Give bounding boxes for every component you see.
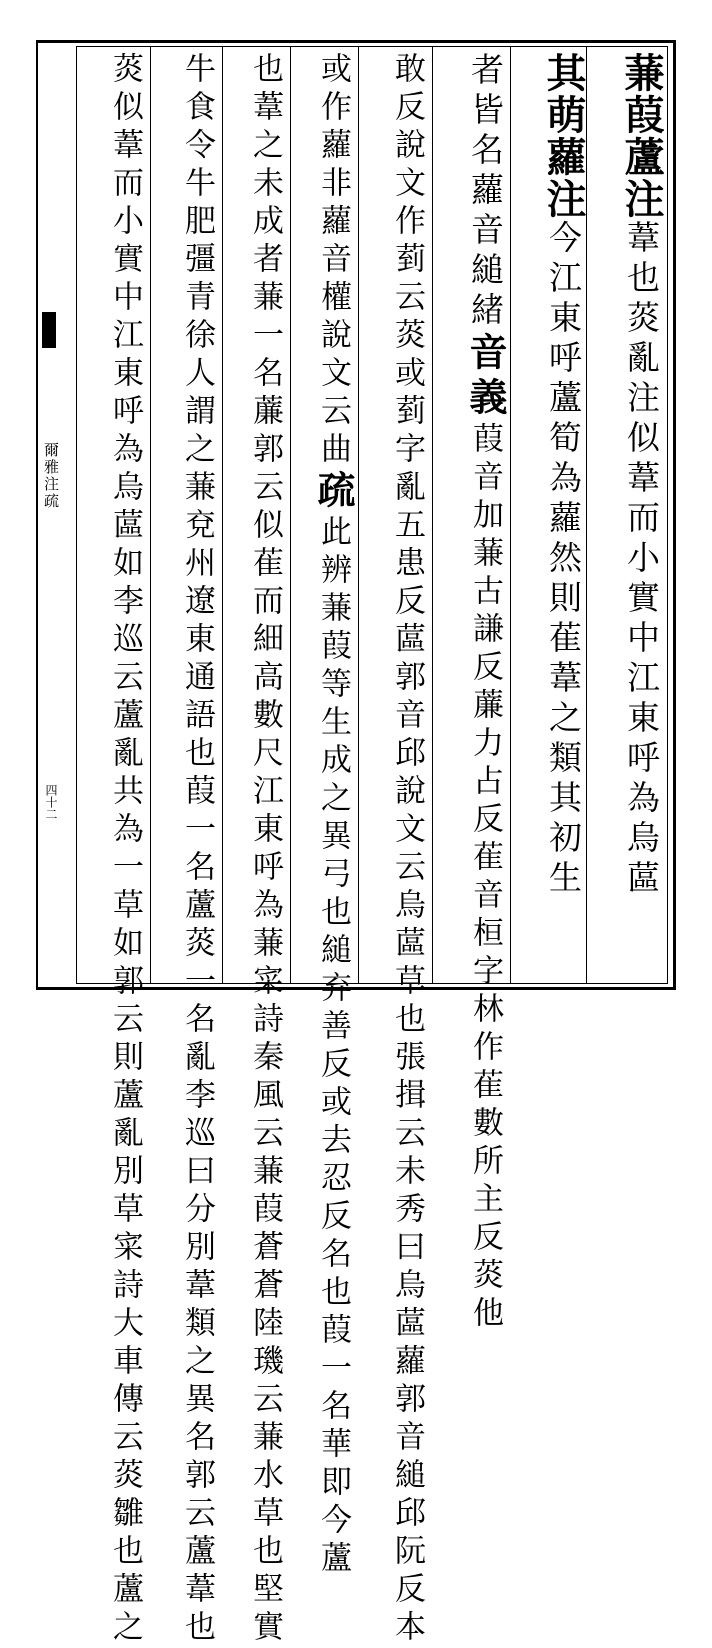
column-divider — [358, 47, 359, 983]
text-column-1 — [596, 52, 666, 982]
text-column-6 — [226, 52, 290, 1648]
entry-head: 其萌蘿注 — [540, 52, 587, 220]
yinyi-mark: 音義 — [463, 332, 508, 422]
book-title: 爾雅注疏 — [42, 442, 60, 510]
column-text: 敢反說文作菿云菼或菿字亂五患反蓲郭音邱說文云烏蓲草也張揖云未秀曰烏蓲蘿郭音縋邱阮反本 — [389, 52, 425, 1648]
column-text: 牛食令牛肥彊青徐人謂之蒹兗州遼東通語也葭一名蘆菼一名亂李巡曰分別葦類之異名郭云蘆葦也 — [179, 52, 215, 1648]
text-column-4 — [362, 52, 432, 1648]
page-number: 四十二 — [44, 784, 58, 820]
text-column-5 — [294, 52, 358, 1579]
column-text: 葦也菼亂注似葦而小實中江東呼為烏蓲 — [622, 220, 661, 900]
column-divider — [222, 47, 223, 983]
entry-head: 蒹葭蘆注 — [618, 52, 665, 220]
column-text: 今江東呼蘆筍為蘿然則萑葦之類其初生 — [544, 220, 583, 900]
column-text: 或作蘿非蘿音權說文云曲 — [315, 52, 351, 470]
text-column-8 — [80, 52, 150, 1648]
text-column-2 — [518, 52, 588, 982]
column-divider — [150, 47, 151, 983]
text-column-3 — [440, 52, 510, 1334]
column-divider — [290, 47, 291, 983]
column-text: 葭音加蒹古謙反薕力占反萑音桓字林作萑數所主反菼他 — [467, 422, 503, 1334]
column-text: 此辨蒹葭等生成之異弓也縋弃善反或去忍反名也葭一名華即今蘆 — [315, 515, 351, 1579]
shu-mark: 疏 — [311, 470, 356, 515]
margin-strip — [36, 44, 76, 988]
text-column-7 — [154, 52, 222, 1648]
column-text: 也葦之未成者蒹一名薕郭云似萑而細高數尺江東呼為蒹寀詩秦風云蒹葭蒼蒼陸璣云蒹水草也堅實 — [247, 52, 283, 1648]
column-divider — [432, 47, 433, 983]
column-text: 菼似葦而小實中江東呼為烏蓲如李巡云蘆亂共為一草如郭云則蘆亂別草寀詩大車傳云菼雛也蘆之 — [107, 52, 143, 1648]
entry-head: 者皆名蘿音縋緒 — [466, 52, 505, 332]
fishtail-mark — [42, 312, 56, 348]
column-divider — [510, 47, 511, 983]
